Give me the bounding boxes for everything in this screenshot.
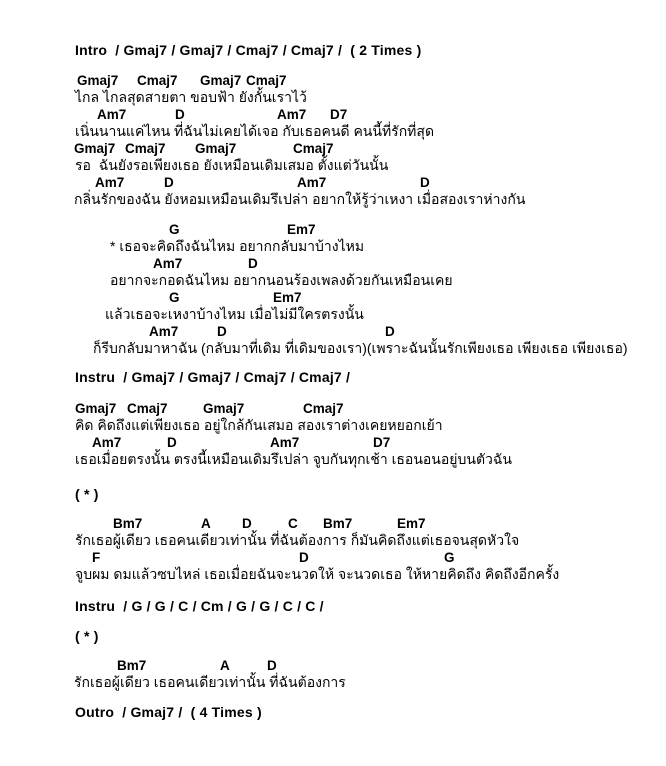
chord: Am7	[92, 435, 122, 450]
chord: Em7	[397, 516, 426, 531]
chord: Cmaj7	[246, 73, 287, 88]
chord: Bm7	[117, 658, 147, 673]
section-label: ( * )	[75, 486, 99, 502]
chord: Cmaj7	[125, 141, 166, 156]
chord: D	[420, 175, 430, 190]
lyric-text: * เธอจะคิดถึงฉันไหม อยากกลับมาบ้างไหม	[110, 238, 365, 254]
section-label: Instru / Gmaj7 / Gmaj7 / Cmaj7 / Cmaj7 /	[75, 369, 351, 385]
chord: F	[92, 550, 101, 565]
chord: D	[217, 324, 227, 339]
chord: Em7	[273, 290, 302, 305]
chord: Cmaj7	[293, 141, 334, 156]
chord: D	[242, 516, 252, 531]
lyric-text: ไกล ไกลสุดสายตา ขอบฟ้า ยังกั้นเราไว้	[75, 89, 307, 105]
lyric-line	[0, 415, 666, 434]
lyric-line	[0, 304, 666, 323]
chord: G	[444, 550, 455, 565]
chord: Cmaj7	[127, 401, 168, 416]
lyric-text: คิด คิดถึงแต่เพียงเธอ อยู่ใกล้กันเสมอ สองเราต่างเคยหยอกเย้า	[75, 417, 443, 433]
lyric-text: แล้วเธอจะเหงาบ้างไหม เมื่อไม่มีใครตรงนั้น	[105, 306, 364, 322]
lyric-line	[0, 121, 666, 140]
section-line	[0, 628, 666, 647]
chord: Gmaj7	[77, 73, 119, 88]
lyric-text: เนิ่นนานแค่ไหน ที่ฉันไม่เคยได้เจอ กับเธอคนดี คนนี้ที่รักที่สุด	[75, 123, 435, 139]
chord: D	[299, 550, 309, 565]
chord: Am7	[297, 175, 327, 190]
lyric-line	[0, 449, 666, 468]
section-line	[0, 598, 666, 617]
chord: Cmaj7	[303, 401, 344, 416]
section-label: ( * )	[75, 628, 99, 644]
lyric-line	[0, 189, 666, 208]
chord: Am7	[149, 324, 179, 339]
chord: Gmaj7	[200, 73, 242, 88]
lyric-line	[0, 236, 666, 255]
chord: D7	[330, 107, 348, 122]
lyric-line	[0, 672, 666, 691]
lyric-line	[0, 530, 666, 549]
chord: Bm7	[323, 516, 353, 531]
chord: D	[267, 658, 277, 673]
chord: D	[175, 107, 185, 122]
lyric-text: กลิ่นรักของฉัน ยังหอมเหมือนเดิมรึเปล่า อยากให้รู้ว่าเหงา เมื่อสองเราห่างกัน	[74, 191, 526, 207]
lyric-line	[0, 87, 666, 106]
chord: D	[167, 435, 177, 450]
chord: Em7	[287, 222, 316, 237]
lyric-text: รักเธอผู้เดียว เธอคนเดียวเท่านั้น ที่ฉันต้องการ	[74, 674, 346, 690]
section-line	[0, 486, 666, 505]
chord: Am7	[277, 107, 307, 122]
lyric-text: ก็รีบกลับมาหาฉัน (กลับมาที่เดิม ที่เดิมของเรา)(เพราะฉันนั้นรักเพียงเธอ เพียงเธอ เพียงเธอ)	[93, 340, 628, 356]
chord: D	[164, 175, 174, 190]
chord: G	[169, 222, 180, 237]
chord: Am7	[153, 256, 183, 271]
lyric-text: จูบผม ดมแล้วซบไหล่ เธอเมื่อยฉันจะนวดให้ จะนวดเธอ ให้หายคิดถึง คิดถึงอีกครั้ง	[75, 566, 560, 582]
chord: Gmaj7	[195, 141, 237, 156]
chord: D	[248, 256, 258, 271]
chord: A	[220, 658, 230, 673]
lyric-text: อยากจะกอดฉันไหม อยากนอนร้องเพลงด้วยกันเหมือนเคย	[110, 272, 453, 288]
section-label: Instru / G / G / C / Cm / G / G / C / C /	[75, 598, 324, 614]
section-line	[0, 704, 666, 723]
chord: C	[288, 516, 298, 531]
section-label: Intro / Gmaj7 / Gmaj7 / Cmaj7 / Cmaj7 / ( 2 Times )	[75, 42, 422, 58]
chord: Gmaj7	[74, 141, 116, 156]
chord: Cmaj7	[137, 73, 178, 88]
lyric-line	[0, 155, 666, 174]
chord: D	[385, 324, 395, 339]
lyric-line	[0, 338, 666, 357]
chord: A	[201, 516, 211, 531]
chord: Gmaj7	[75, 401, 117, 416]
section-line	[0, 369, 666, 388]
section-label: Outro / Gmaj7 / ( 4 Times )	[75, 704, 262, 720]
lyric-line	[0, 564, 666, 583]
chord: Gmaj7	[203, 401, 245, 416]
section-line	[0, 42, 666, 61]
lyric-text: เธอเมื่อยตรงนั้น ตรงนี้เหมือนเดิมรึเปล่า จูบกันทุกเช้า เธอนอนอยู่บนตัวฉัน	[75, 451, 513, 467]
chord: Am7	[97, 107, 127, 122]
chord: Am7	[270, 435, 300, 450]
chord: Am7	[95, 175, 125, 190]
chord: Bm7	[113, 516, 143, 531]
chord: D7	[373, 435, 391, 450]
chord: G	[169, 290, 180, 305]
lyric-line	[0, 270, 666, 289]
lyric-text: รักเธอผู้เดียว เธอคนเดียวเท่านั้น ที่ฉันต้องการ ก็มันคิดถึงแต่เธอจนสุดหัวใจ	[75, 532, 520, 548]
lyric-text: รอ ฉันยังรอเพียงเธอ ยังเหมือนเดิมเสมอ ตั้งแต่วันนั้น	[75, 157, 389, 173]
